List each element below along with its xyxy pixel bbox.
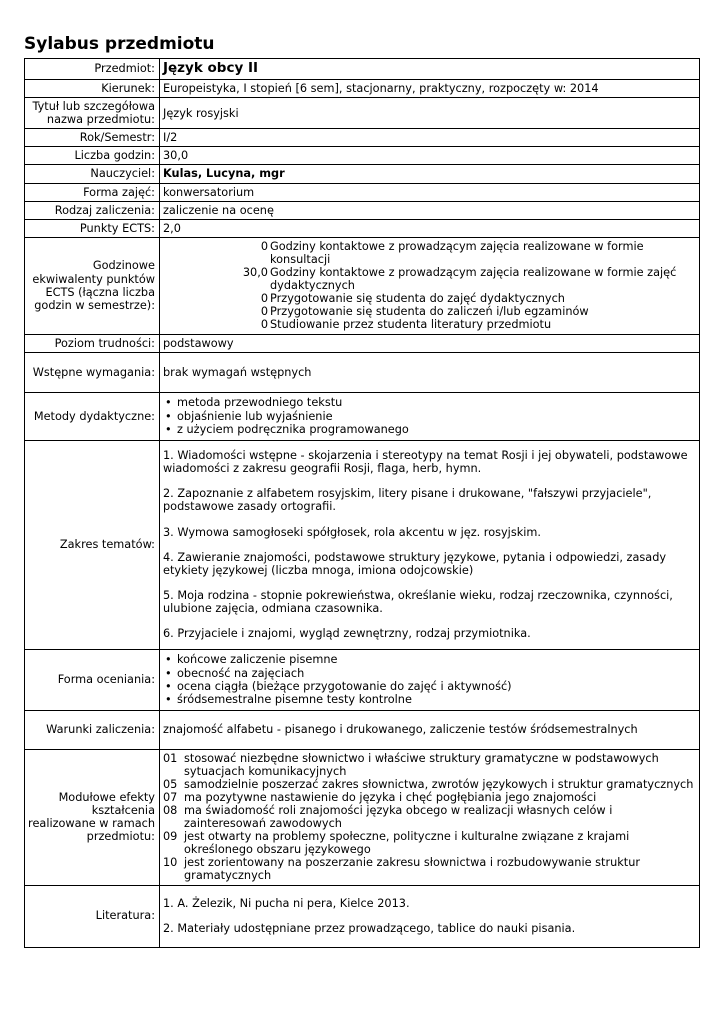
label-efekty: Modułowe efekty kształcenia realizowane w ramach przedmiotu:: [25, 749, 160, 885]
row-rodzaj: [25, 201, 700, 219]
label-ocenianie: Forma oceniania:: [25, 649, 160, 710]
row-warunki: [25, 710, 700, 749]
row-ocenianie: [25, 649, 700, 710]
effect-item: [163, 830, 696, 856]
list-item: • końcowe zaliczenie pisemne: [163, 653, 696, 666]
effect-code: 05: [163, 777, 178, 791]
ocenianie-list: [163, 653, 696, 705]
row-wymagania: [25, 352, 700, 392]
label-wymagania: Wstępne wymagania:: [25, 352, 160, 392]
ects-line: [163, 318, 696, 331]
label-literatura: Literatura:: [25, 885, 160, 947]
ects-hours: 0: [260, 239, 268, 253]
row-tytul: [25, 98, 700, 129]
metody-list: [163, 396, 696, 435]
row-ects: [25, 219, 700, 237]
effect-item: [163, 778, 696, 791]
value-efekty: [160, 749, 700, 885]
effect-text: jest zorientowany na poszerzanie zakresu słownictwa i rozbudowywanie struktur gramatycznych: [184, 856, 641, 883]
value-rodzaj: zaliczenie na ocenę: [160, 201, 700, 219]
row-metody: [25, 392, 700, 440]
effect-text: jest otwarty na problemy społeczne, polityczne i kulturalne związane z krajami określonego obszaru językowego: [184, 830, 630, 857]
topic-item: 4. Zawieranie znajomości, podstawowe struktury językowe, pytania i odpowiedzi, zasady etykiety językowej (liczba mnoga, imiona odojcowskie): [163, 550, 667, 577]
value-rok: I/2: [160, 129, 700, 147]
label-ects: Punkty ECTS:: [25, 219, 160, 237]
list-item: • metoda przewodniego tekstu: [163, 396, 696, 409]
label-metody: Metody dydaktyczne:: [25, 392, 160, 440]
ects-hours: 0: [260, 292, 268, 306]
ects-hours: 0: [260, 305, 268, 319]
ects-line: [163, 305, 696, 318]
list-item: • śródsemestralne pisemne testy kontrolne: [163, 693, 696, 706]
ects-line: [163, 292, 696, 305]
value-zakres: [160, 440, 700, 649]
label-tytul: Tytuł lub szczegółowa nazwa przedmiotu:: [25, 98, 160, 129]
label-kierunek: Kierunek:: [25, 80, 160, 98]
topic-item: 1. Wiadomości wstępne - skojarzenia i stereotypy na temat Rosji i jej obywateli, podstawowe wiadomości z zakresu geografii Rosji, flaga, herb, hymn.: [163, 449, 688, 476]
value-metody: [160, 392, 700, 440]
list-item: • obecność na zajęciach: [163, 667, 696, 680]
ects-text: Studiowanie przez studenta literatury przedmiotu: [270, 318, 552, 332]
ects-text: Godziny kontaktowe z prowadzącym zajęcia realizowane w formie zajęć dydaktycznych: [270, 266, 677, 293]
value-tytul: Język rosyjski: [160, 98, 700, 129]
value-przedmiot: Język obcy II: [160, 59, 700, 80]
effect-code: 10: [163, 856, 178, 870]
topic-item: 3. Wymowa samogłoseki spółgłosek, rola akcentu w jęz. rosyjskim.: [163, 525, 541, 539]
list-item: • z użyciem podręcznika programowanego: [163, 423, 696, 436]
label-rok: Rok/Semestr:: [25, 129, 160, 147]
value-forma-zajec: konwersatorium: [160, 183, 700, 201]
effect-text: stosować niezbędne słownictwo i właściwe struktury gramatyczne w podstawowych sytuacjach komunikacyjnych: [184, 751, 659, 778]
ects-hours: 30,0: [242, 266, 268, 280]
row-literatura: [25, 885, 700, 947]
value-ects: 2,0: [160, 219, 700, 237]
label-poziom: Poziom trudności:: [25, 334, 160, 352]
value-ekwiwalenty: [160, 237, 700, 334]
label-nauczyciel: Nauczyciel:: [25, 165, 160, 183]
value-nauczyciel: Kulas, Lucyna, mgr: [160, 165, 700, 183]
effect-code: 09: [163, 830, 178, 844]
row-ekwiwalenty: [25, 237, 700, 334]
row-rok: [25, 129, 700, 147]
ects-text: Godziny kontaktowe z prowadzącym zajęcia realizowane w formie konsultacji: [270, 239, 644, 266]
row-nauczyciel: [25, 165, 700, 183]
label-przedmiot: Przedmiot:: [25, 59, 160, 80]
effect-item: [163, 804, 696, 830]
effect-code: 01: [163, 751, 178, 765]
value-warunki: znajomość alfabetu - pisanego i drukowanego, zaliczenie testów śródsemestralnych: [160, 710, 700, 749]
value-godziny: 30,0: [160, 147, 700, 165]
value-literatura: [160, 885, 700, 947]
topic-item: 5. Moja rodzina - stopnie pokrewieństwa, określanie wieku, rodzaj rzeczownika, czynności, ulubione zajęcia, odmiana czasownika.: [163, 588, 673, 615]
label-forma-zajec: Forma zajęć:: [25, 183, 160, 201]
syllabus-table: [24, 58, 700, 948]
label-zakres: Zakres tematów:: [25, 440, 160, 649]
literature-item: 1. A. Żelezik, Ni pucha ni pera, Kielce 2013.: [163, 896, 410, 910]
ects-text: Przygotowanie się studenta do zaliczeń i/lub egzaminów: [270, 305, 589, 319]
value-kierunek: Europeistyka, I stopień [6 sem], stacjonarny, praktyczny, rozpoczęty w: 2014: [160, 80, 700, 98]
effect-item: [163, 856, 696, 882]
effect-code: 08: [163, 803, 178, 817]
label-rodzaj: Rodzaj zaliczenia:: [25, 201, 160, 219]
list-item: • ocena ciągła (bieżące przygotowanie do zajęć i aktywność): [163, 680, 696, 693]
row-efekty: [25, 749, 700, 885]
label-godziny: Liczba godzin:: [25, 147, 160, 165]
literature-item: 2. Materiały udostępniane przez prowadzącego, tablice do nauki pisania.: [163, 922, 576, 936]
effect-text: samodzielnie poszerzać zakres słownictwa, zwrotów językowych i struktur gramatycznych: [184, 777, 694, 791]
row-godziny: [25, 147, 700, 165]
row-poziom: [25, 334, 700, 352]
row-przedmiot: [25, 59, 700, 80]
value-poziom: podstawowy: [160, 334, 700, 352]
effect-item: [163, 791, 696, 804]
page-title: Sylabus przedmiotu: [24, 34, 215, 54]
list-item: • objaśnienie lub wyjaśnienie: [163, 410, 696, 423]
row-forma-zajec: [25, 183, 700, 201]
ects-line: [163, 240, 696, 266]
row-kierunek: [25, 80, 700, 98]
topic-item: 2. Zapoznanie z alfabetem rosyjskim, litery pisane i drukowane, "fałszywi przyjaciele", podstawowe zasady ortografii.: [163, 487, 652, 514]
effect-code: 07: [163, 790, 178, 804]
effect-text: ma świadomość roli znajomości języka obcego w realizacji własnych celów i zainteresowań zawodowych: [184, 803, 613, 831]
effect-item: [163, 752, 696, 778]
ects-hours: 0: [260, 318, 268, 332]
label-ekwiwalenty: Godzinowe ekwiwalenty punktów ECTS (łączna liczba godzin w semestrze):: [25, 237, 160, 334]
ects-text: Przygotowanie się studenta do zajęć dydaktycznych: [270, 292, 565, 306]
label-warunki: Warunki zaliczenia:: [25, 710, 160, 749]
row-zakres: [25, 440, 700, 649]
topic-item: 6. Przyjaciele i znajomi, wygląd zewnętrzny, rodzaj przymiotnika.: [163, 626, 531, 640]
effect-text: ma pozytywne nastawienie do języka i chęć pogłębiania jego znajomości: [184, 790, 597, 804]
value-wymagania: brak wymagań wstępnych: [160, 352, 700, 392]
ects-line: [163, 266, 696, 292]
value-ocenianie: [160, 649, 700, 710]
